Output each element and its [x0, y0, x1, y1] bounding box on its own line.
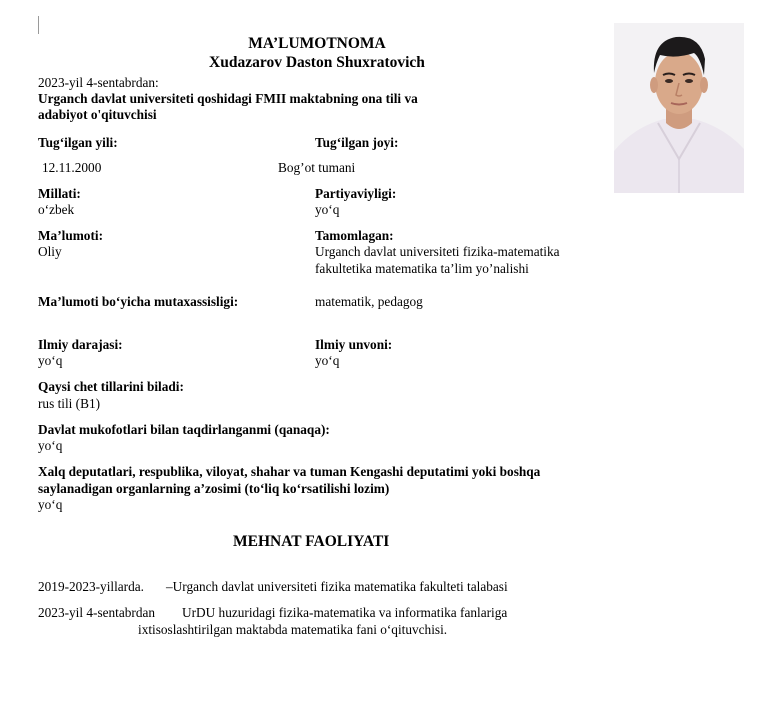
- nationality-value: o‘zbek: [38, 202, 75, 217]
- graduated-value-line-1: Urganch davlat universiteti fizika-matematika: [315, 244, 560, 259]
- birth-place-label: Tug‘ilgan joyi:: [315, 135, 399, 150]
- text-cursor: [38, 16, 39, 34]
- nationality-label: Millati:: [38, 186, 81, 201]
- academic-title-label: Ilmiy unvoni:: [315, 337, 393, 352]
- birth-year-value: 12.11.2000: [42, 160, 102, 175]
- degree-value: yo‘q: [38, 353, 63, 368]
- work-heading: MEHNAT FAOLIYATI: [233, 533, 390, 550]
- work-entry-1-text: –Urganch davlat universiteti fizika matematika fakulteti talabasi: [166, 579, 508, 594]
- deputy-label-line-1: Xalq deputatlari, respublika, viloyat, shahar va tuman Kengashi deputatimi yoki boshqa: [38, 464, 541, 479]
- work-entry-2-text-line-1: UrDU huzuridagi fizika-matematika va informatika fanlariga: [182, 605, 508, 620]
- education-value: Oliy: [38, 244, 62, 259]
- party-value: yo‘q: [315, 202, 340, 217]
- position-line-2: adabiyot o'qituvchisi: [38, 107, 157, 122]
- document-title: MA’LUMOTNOMA: [248, 35, 386, 52]
- date-line: 2023-yil 4-sentabrdan:: [38, 75, 159, 90]
- awards-value: yo‘q: [38, 438, 63, 453]
- specialty-value: matematik, pedagog: [315, 294, 423, 309]
- academic-title-value: yo‘q: [315, 353, 340, 368]
- graduated-value-line-2: fakultetika matematika ta’lim yo’nalishi: [315, 261, 529, 276]
- profile-photo: [614, 23, 744, 193]
- deputy-label-line-2: saylanadigan organlarning a’zosimi (to‘liq ko‘rsatilishi lozim): [38, 481, 390, 496]
- position-line-1: Urganch davlat universiteti qoshidagi FMII maktabning ona tili va: [38, 91, 418, 106]
- languages-value: rus tili (B1): [38, 396, 101, 411]
- deputy-value: yo‘q: [38, 497, 63, 512]
- person-name: Xudazarov Daston Shuxratovich: [209, 54, 425, 71]
- party-label: Partiyaviyligi:: [315, 186, 397, 201]
- birth-place-value: Bog’ot tumani: [278, 160, 356, 175]
- education-label: Ma’lumoti:: [38, 228, 103, 243]
- work-entry-2-text-line-2: ixtisoslashtirilgan maktabda matematika fani o‘qituvchisi.: [138, 622, 448, 637]
- degree-label: Ilmiy darajasi:: [38, 337, 123, 352]
- awards-label: Davlat mukofotlari bilan taqdirlanganmi (qanaqa):: [38, 422, 330, 437]
- work-entry-2-period: 2023-yil 4-sentabrdan: [38, 605, 156, 620]
- languages-label: Qaysi chet tillarini biladi:: [38, 379, 184, 394]
- portrait-image: [614, 23, 744, 193]
- specialty-label: Ma’lumoti bo‘yicha mutaxassisligi:: [38, 294, 239, 309]
- birth-year-label: Tug‘ilgan yili:: [38, 135, 118, 150]
- graduated-label: Tamomlagan:: [315, 228, 394, 243]
- work-entry-1-period: 2019-2023-yillarda.: [38, 579, 144, 594]
